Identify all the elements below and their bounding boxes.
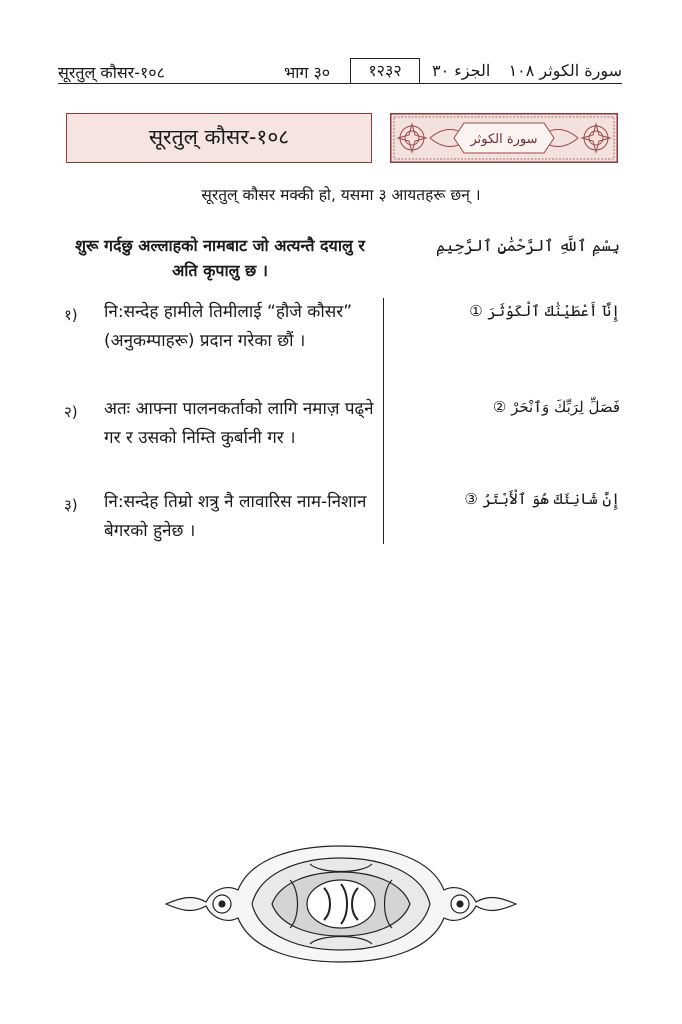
bismillah-arabic: بِسْمِ ٱللَّهِ ٱلرَّحْمَٰنِ ٱلرَّحِيمِ [435, 236, 620, 255]
surah-title: सूरतुल् कौसर-१०८ [148, 125, 290, 149]
verse-arabic: إِنَّ شَانِئَكَ هُوَ ٱلْأَبْتَرُ ③ [464, 490, 620, 508]
footer-ornament [160, 840, 522, 968]
verse-translation: नि:सन्देह तिम्रो शत्रु नै लावारिस नाम-निशान बेगरको हुनेछ । [104, 492, 367, 541]
verse-translation: अतः आफ्ना पालनकर्ताको लागि नमाज़ पढ्ने गर र उसको निम्ति कुर्बानी गर । [104, 399, 374, 448]
verse-translation: नि:सन्देह हामीले तिमीलाई “हौजे कौसर” (अनुकम्पाहरू) प्रदान गरेका छौं । [104, 302, 353, 351]
verse-number: ३) [64, 496, 78, 514]
header-surah-title: सूरतुल् कौसर-१०८ [58, 63, 165, 82]
verse-number: २) [64, 403, 78, 421]
page-header [58, 58, 622, 84]
surah-arabic-title: سورة الكوثر [470, 132, 538, 147]
column-divider [383, 298, 384, 544]
verse-number: १) [64, 306, 78, 324]
verse-arabic: فَصَلِّ لِرَبِّكَ وَٱنْحَرْ ② [492, 398, 620, 416]
header-rule [58, 83, 622, 84]
bismillah-translation: शुरू गर्दछु अल्लाहको नामबाट जो अत्यन्तै दयालु र अति कृपालु छ । [75, 236, 365, 280]
page-number: १२३२ [350, 58, 420, 84]
header-surah-arabic: سورة الكوثر ١٠٨ [508, 61, 622, 80]
surah-intro: सूरतुल् कौसर मक्की हो, यसमा ३ आयतहरू छन् । [201, 186, 481, 204]
header-part: भाग ३० [284, 63, 331, 82]
surah-ornament-panel [390, 113, 618, 163]
header-juz-arabic: الجزء ٣٠ [432, 61, 491, 80]
verse-arabic: إِنَّآ أَعْطَيْنَٰكَ ٱلْكَوْثَرَ ① [469, 302, 620, 320]
surah-title-box [66, 113, 372, 163]
